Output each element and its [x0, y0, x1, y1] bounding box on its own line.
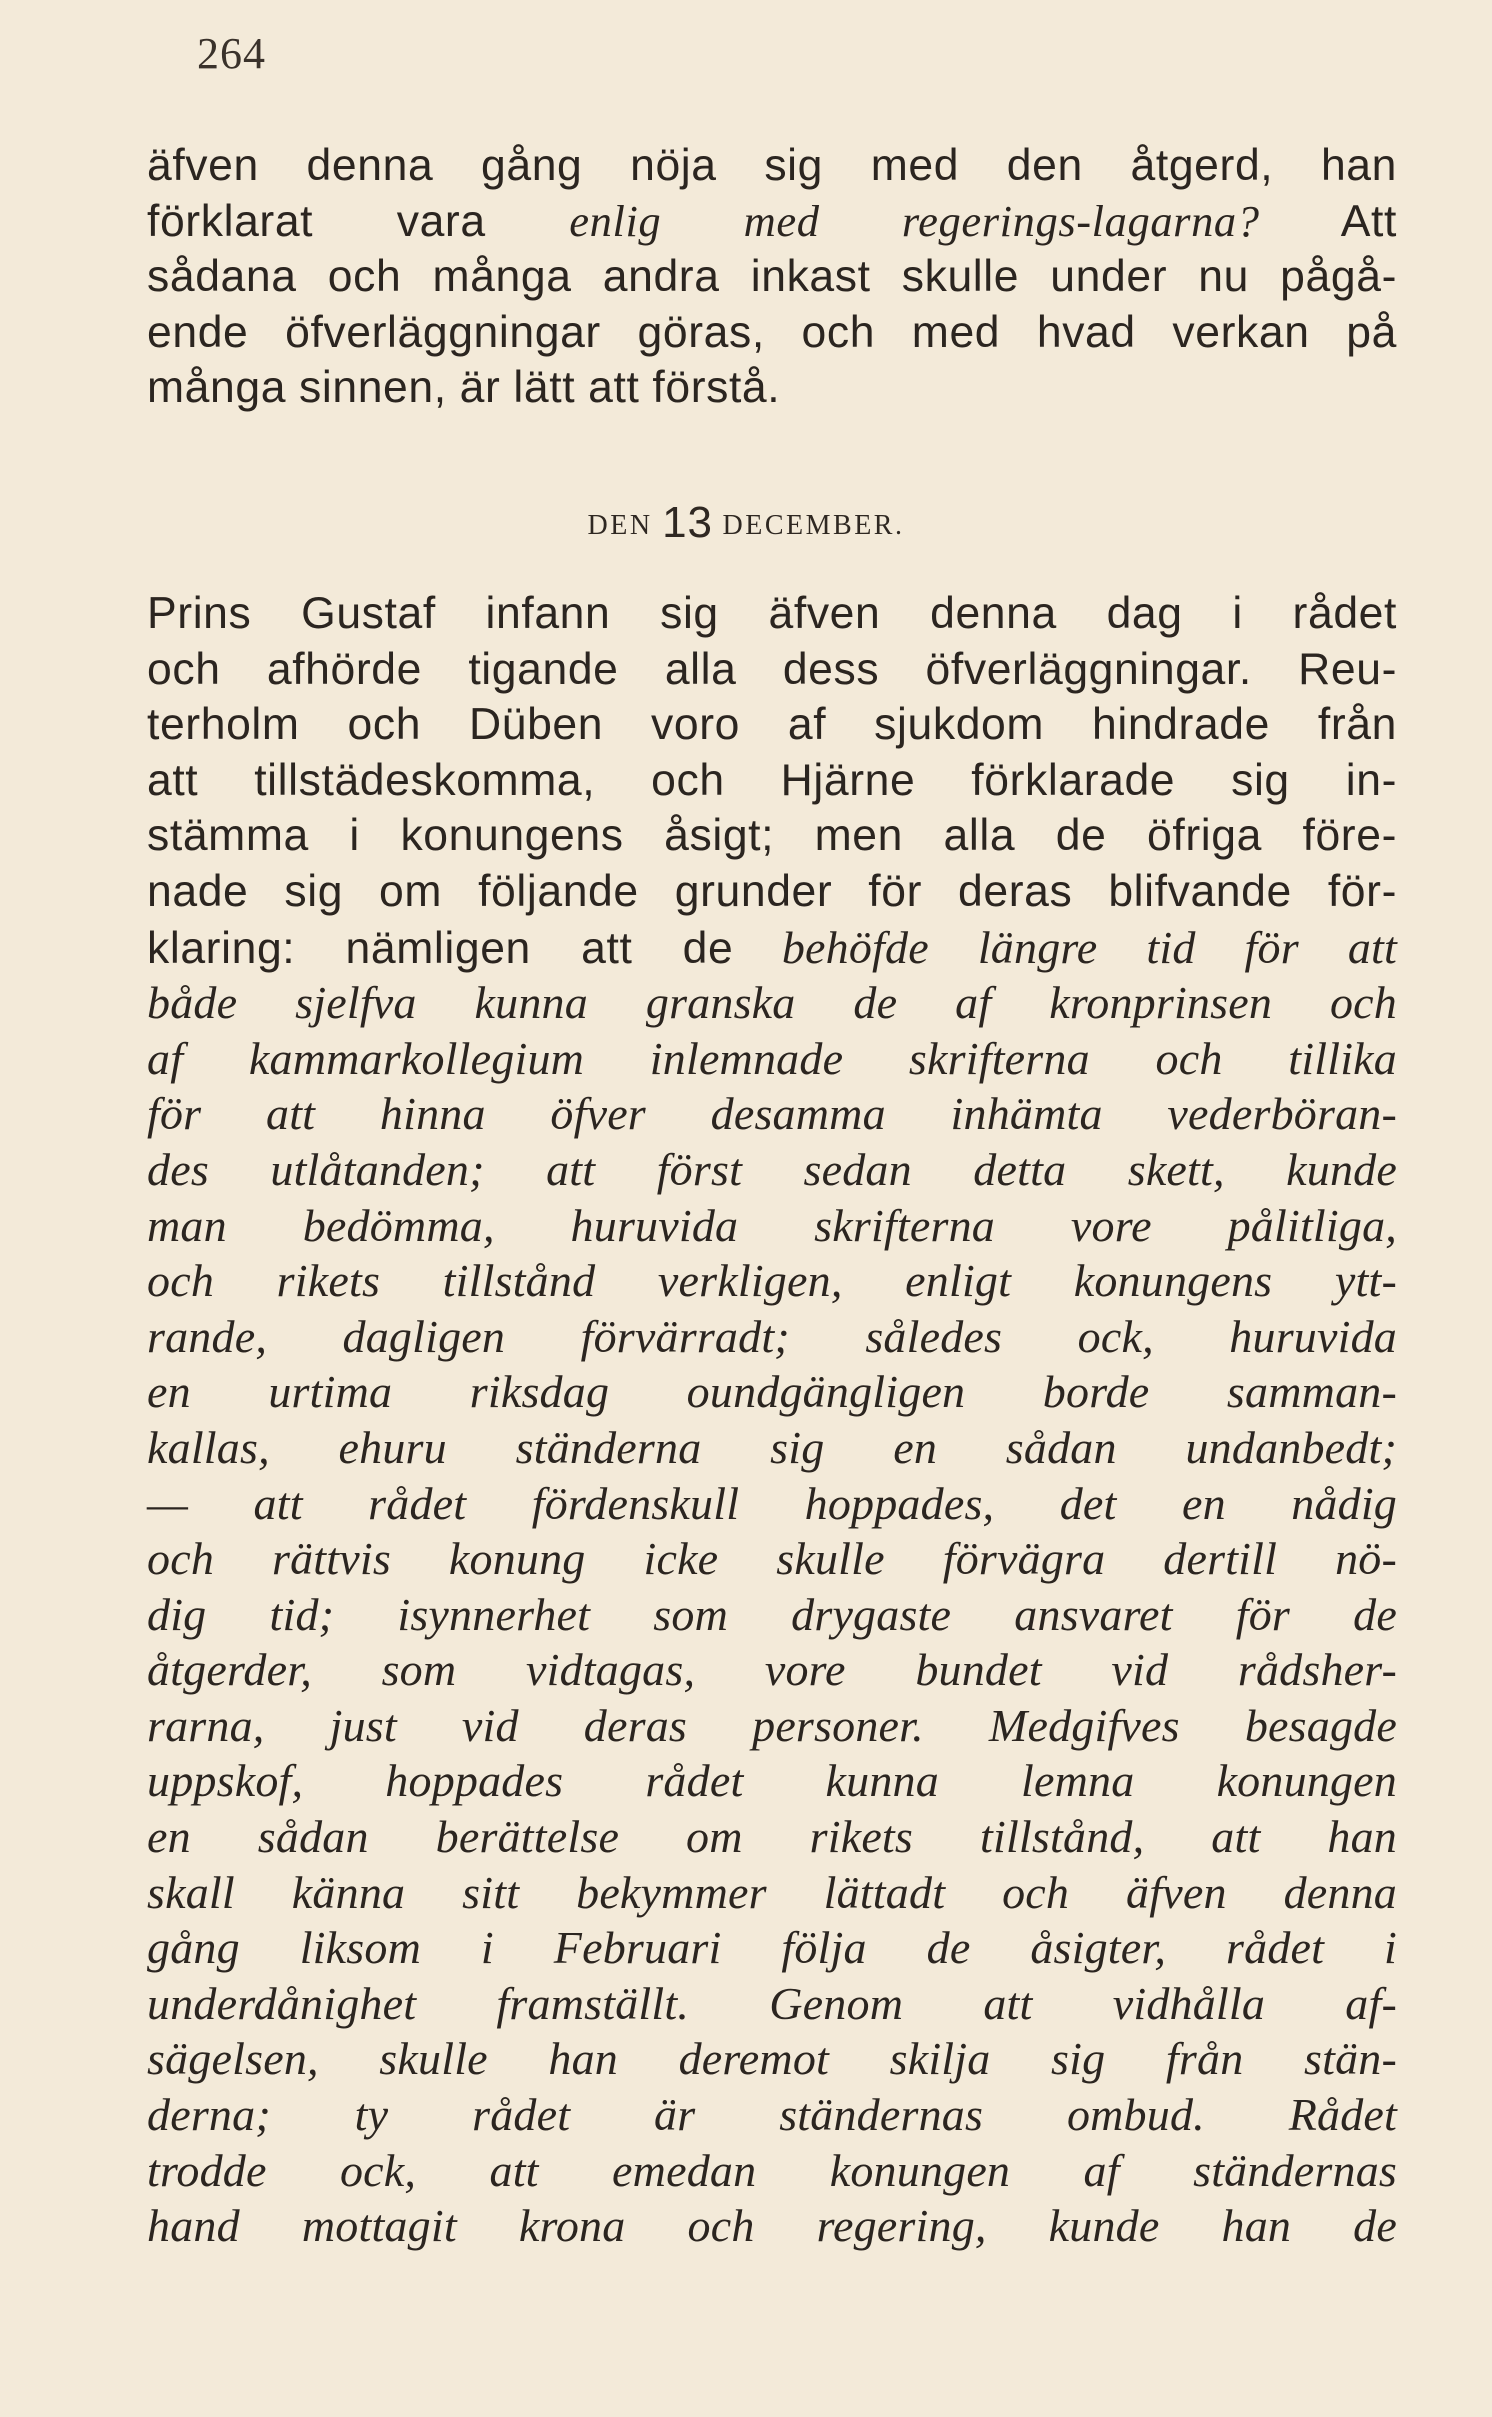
heading-prefix: DEN	[587, 510, 653, 541]
paragraph-december-13	[147, 586, 1397, 2254]
text-line: en sådan berättelse om rikets tillstånd, att han	[147, 1811, 1397, 1863]
text-line: uppskof, hoppades rådet kunna lemna konungen	[147, 1755, 1397, 1807]
italic-span: enlig med regerings-lagarna?	[569, 195, 1260, 246]
text-line: rande, dagligen förvärradt; således ock, huruvida	[147, 1310, 1397, 1362]
page-number: 264	[197, 29, 266, 78]
text-span: förklarat vara	[147, 196, 486, 246]
text-line: derna; ty rådet är ständernas ombud. Rådet	[147, 2089, 1397, 2141]
text-line: en urtima riksdag oundgängligen borde samman-	[147, 1366, 1397, 1418]
text-line: af kammarkollegium inlemnade skrifterna och tillika	[147, 1032, 1397, 1084]
text-line: både sjelfva kunna granska de af kronprinsen och	[147, 977, 1397, 1029]
text-line: dig tid; isynnerhet som drygaste ansvaret för de	[147, 1588, 1397, 1640]
text-line: att tillstädeskomma, och Hjärne förklarade sig in-	[147, 755, 1397, 805]
text-line: sådana och många andra inkast skulle under nu pågå-	[147, 252, 1397, 302]
text-line	[147, 194, 1397, 250]
text-line: gång liksom i Februari följa de åsigter, rådet i	[147, 1922, 1397, 1974]
section-heading	[0, 498, 1492, 548]
text-line: underdånighet framställt. Genom att vidhålla af-	[147, 1977, 1397, 2029]
text-line: terholm och Düben voro af sjukdom hindrade från	[147, 700, 1397, 750]
text-line: sägelsen, skulle han deremot skilja sig från stän-	[147, 2033, 1397, 2085]
text-line: — att rådet fördenskull hoppades, det en nådig	[147, 1477, 1397, 1529]
text-line: och rikets tillstånd verkligen, enligt konungens ytt-	[147, 1255, 1397, 1307]
text-line: äfven denna gång nöja sig med den åtgerd, han	[147, 141, 1397, 190]
italic-span: behöfde längre tid för att	[781, 921, 1397, 973]
text-line: ende öfverläggningar göras, och med hvad verkan på	[147, 307, 1397, 357]
text-line: skall känna sitt bekymmer lättadt och äfven denna	[147, 1866, 1397, 1918]
text-line: Prins Gustaf infann sig äfven denna dag i rådet	[147, 589, 1397, 638]
text-line: des utlåtanden; att först sedan detta skett, kunde	[147, 1143, 1397, 1195]
text-line: kallas, ehuru ständerna sig en sådan undanbedt;	[147, 1421, 1397, 1473]
text-line: man bedömma, huruvida skrifterna vore pålitliga,	[147, 1199, 1397, 1251]
text-line: många sinnen, är lätt att förstå.	[147, 363, 781, 413]
text-line: trodde ock, att emedan konungen af ständernas	[147, 2144, 1397, 2196]
text-line: nade sig om följande grunder för deras blifvande för-	[147, 866, 1397, 916]
text-line: och rättvis konung icke skulle förvägra dertill nö-	[147, 1533, 1397, 1585]
paragraph-intro	[147, 138, 1397, 416]
text-line	[147, 920, 1397, 976]
heading-month: DECEMBER.	[722, 510, 905, 541]
text-line: åtgerder, som vidtagas, vore bundet vid rådsher-	[147, 1644, 1397, 1696]
heading-day: 13	[662, 498, 714, 547]
text-line: stämma i konungens åsigt; men alla de öfriga före-	[147, 811, 1397, 861]
text-line: och afhörde tigande alla dess öfverläggningar. Reu-	[147, 644, 1397, 694]
text-line: för att hinna öfver desamma inhämta vederböran-	[147, 1088, 1397, 1140]
text-line: rarna, just vid deras personer. Medgifves besagde	[147, 1699, 1397, 1751]
text-span: Att	[1340, 196, 1397, 246]
text-line: hand mottagit krona och regering, kunde han de	[147, 2200, 1397, 2252]
text-span: klaring: nämligen att de	[147, 923, 734, 973]
